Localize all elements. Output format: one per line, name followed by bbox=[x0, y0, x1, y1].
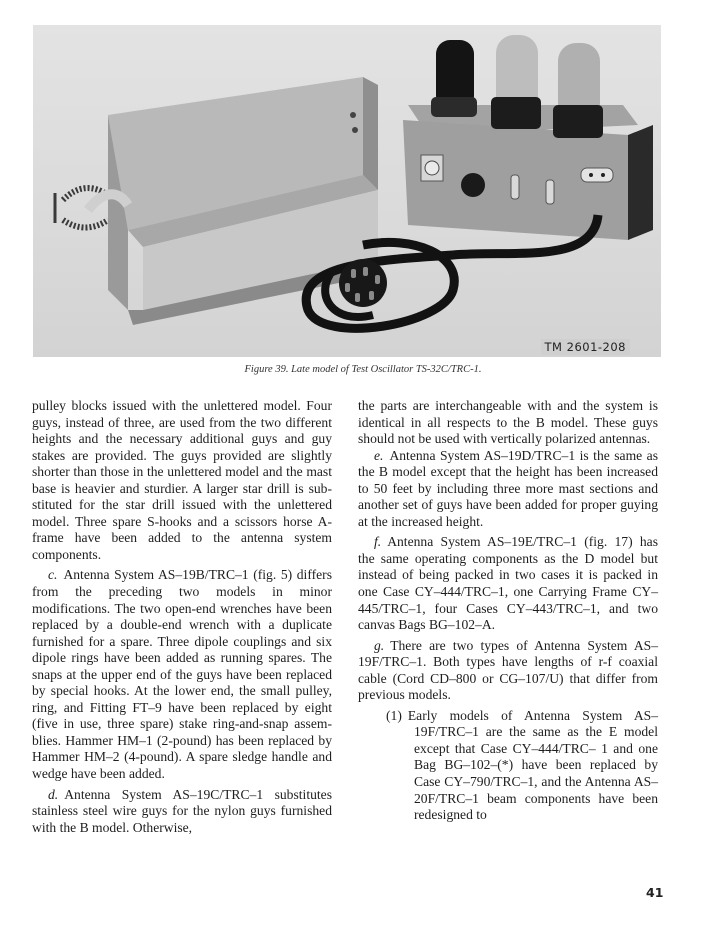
paragraph-d bbox=[32, 787, 332, 837]
paragraph-text: Antenna System AS–19E/TRC–1 (fig. 17) has the same operating components as the D model but instead of being packed in two cases it is packed in one Case CY–444/TRC–1, one Carrying Frame CY–445/TRC–1, four Cases CY–443/TRC–1, and two canvas Bags BG–102–A. bbox=[358, 534, 658, 633]
paragraph-text: Antenna System AS–19C/TRC–1 substitutes stainless steel wire guys for the nylon guys furnished with the B model. Otherwise, bbox=[32, 786, 332, 835]
paragraph-letter: g. bbox=[374, 637, 385, 653]
subparagraph-number: (1) bbox=[386, 707, 402, 723]
paragraph-letter: d. bbox=[48, 786, 59, 802]
page-number: 41 bbox=[646, 885, 664, 900]
paragraph-g bbox=[358, 638, 658, 704]
paragraph-letter: c. bbox=[48, 567, 58, 583]
test-oscillator-illustration bbox=[33, 25, 661, 357]
paragraph-letter: e. bbox=[374, 447, 384, 463]
paragraph-letter: f. bbox=[374, 534, 382, 550]
paragraph-f bbox=[358, 534, 658, 633]
cable-plug bbox=[339, 259, 387, 307]
paragraph-text: Antenna System AS–19D/TRC–1 is the same as the B model except that the height has been increased to 50 feet by including three more mast sections and another set of guys have been added for proper guying at the increased height. bbox=[358, 447, 658, 529]
figure-id-label: TM 2601-208 bbox=[541, 339, 630, 355]
metal-case bbox=[108, 77, 378, 325]
figure-caption: Figure 39. Late model of Test Oscillator TS-32C/TRC-1. bbox=[244, 364, 482, 375]
paragraph-text: Antenna System AS–19B/TRC–1 (fig. 5) differs from the preceding two models in minor modifications. The two open-end wrenches have been replaced by a double-end wrench with a duplicate furnished for a spare. Three dipole couplings and six dipole rings have been added as running spares. The snaps at the upper end of the guys have been replaced by special hooks. At the lower end, the small pulley, ring, and Fitting FT–9 have been replaced by eight (five in use, three spare) stake ring-and-snap assemblies. Hammer HM–1 (2-pound) has been replaced by Hammer HM–2 (4-pound). A spare sledge handle and wedge have been added. bbox=[32, 567, 332, 782]
paragraph-text: the parts are interchangeable with and the system is identical in all respects to the B model. These guys should not be used with vertically polarized antennas. bbox=[358, 398, 658, 447]
paragraph-c bbox=[32, 567, 332, 782]
subparagraph-1 bbox=[358, 708, 658, 824]
figure-photo bbox=[33, 25, 661, 357]
paragraph-text: pulley blocks issued with the unlettered model. Four guys, instead of three, are used from the two different heights and the necessary additional guys and guy stakes are provided. The guys provided are slightly shorter than those in the unlettered model and the mast base is heavier and sturdier. A larger star drill is substituted for the star drill issued with the unlettered model. Three spare S-hooks and a scissors horse A-frame have been added to the antenna system components. bbox=[32, 398, 332, 562]
paragraph-e bbox=[358, 448, 658, 531]
paragraph-text: There are two types of Antenna System AS–19F/TRC–1. Both types have lengths of r-f coaxial cable (Cord CD–800 or CG–107/U) that differ from previous models. bbox=[358, 637, 658, 703]
paragraph-text: Early models of Antenna System AS– 19F/TRC–1 are the same as the E model except that Case CY–444/TRC– 1 and one Bag BG–102–(*) have been replaced by Case CY–790/TRC–1, and the Antenna AS–20F/TRC–1 beam components have been redesigned to bbox=[407, 707, 658, 823]
left-column bbox=[32, 398, 332, 836]
paragraph bbox=[32, 398, 332, 563]
paragraph bbox=[358, 398, 658, 448]
right-column bbox=[358, 398, 658, 824]
